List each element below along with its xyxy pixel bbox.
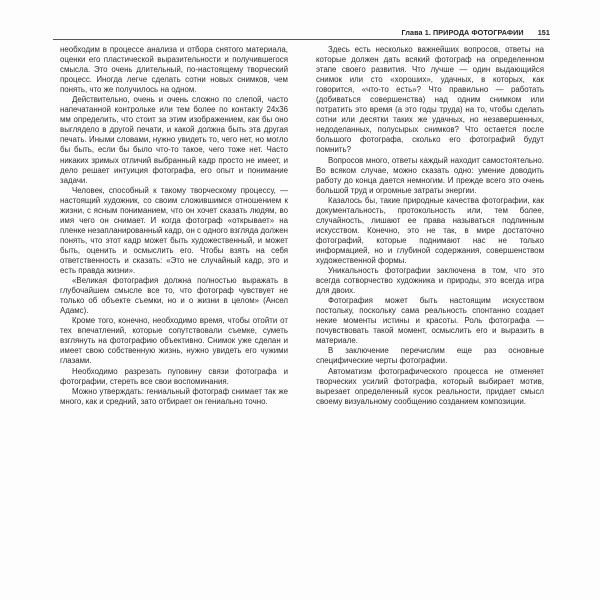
paragraph: Казалось бы, такие природные качества фотографии, как документальность, протокольность или, тем более, случайность, лишают ее права называться подлинным искусством. Конечно, это не так, в мире достаточно фотографий, которые поднимают нас не только информацией, но и глубиной содержания, совершенством художественной формы. <box>316 195 544 265</box>
running-header <box>350 28 550 37</box>
quote-paragraph: «Великая фотография должна полностью выражать в глубочайшем смысле все то, что фотограф чувствует не только об объекте съемки, но и о жизни в целом» (Ансел Адамс). <box>60 276 288 316</box>
paragraph: Действительно, очень и очень сложно по слепой, часто напечатанной контрольке или тем более по контакту 24х36 мм определить, что стоит за этим изображением, как бы оно выглядело в другой печати, и какой должна быть эта другая печать. Иными словами, нужно увидеть то, чего нет, но могло бы быть, если бы было что-то такое, чего тоже нет. Часто никаких зримых отличий выбранный кадр просто не имеет, и дело решает интуиция фотографа, его опыт и понимание задачи. <box>60 95 288 185</box>
paragraph: Уникальность фотографии заключена в том, что это всегда сотворчество художника и природы, это всегда игра для двоих. <box>316 266 544 296</box>
paragraph: Можно утверждать: гениальный фотограф снимает так же много, как и средний, зато отбирает он гениально точно. <box>60 386 288 406</box>
paragraph: Фотография может быть настоящим искусством постольку, поскольку сама реальность спонтанно создает некие моменты истины и красоты. Роль фотографа — почувствовать такой момент, осмыслить его и выразить в материале. <box>316 296 544 346</box>
page-number: 151 <box>537 28 550 37</box>
paragraph: Вопросов много, ответы каждый находит самостоятельно. Во всяком случае, можно сказать одно: умение доводить работу до конца дается немногим. И прежде всего это очень большой труд и огромные затраты энергии. <box>316 155 544 195</box>
right-column <box>316 45 544 407</box>
paragraph: Автоматизм фотографического процесса не отменяет творческих усилий фотографа, который выбирает мотив, вырезает определенный кусок реальности, придает смысл своему визуальному сообщению созданием композиции. <box>316 366 544 406</box>
paragraph: В заключение перечислим еще раз основные специфические черты фотографии. <box>316 346 544 366</box>
paragraph: Кроме того, конечно, необходимо время, чтобы отойти от тех впечатлений, которые сопутствовали съемке, суметь взглянуть на фотографию объективно. Снимок уже сделан и имеет свою собственную жизнь, нужно увидеть его чужими глазами. <box>60 316 288 366</box>
paragraph: необходим в процессе анализа и отбора снятого материала, оценки его пластической выразительности и получившегося смысла. Это очень длительный, по-настоящему творческий процесс. Иногда легче сделать сотни новых снимков, чем понять, что же получилось на одном. <box>60 45 288 95</box>
paragraph: Здесь есть несколько важнейших вопросов, ответы на которые должен дать всякий фотограф на определенном этапе своего развития. Что лучше — один выдающийся снимок или сто «хороших», удачных, в которых, как говорится, «что-то есть»? Что правильно — работать (добиваться совершенства) над одним снимком или потратить это время (а это годы труда) на то, чтобы сделать сотни или десятки таких же удачных, но незавершенных, недоделанных, полусырых снимков? Что остается после большого фотографа, сколько его фотографий будут помнить? <box>316 45 544 155</box>
paragraph: Необходимо разрезать пуповину связи фотографа и фотографии, стереть все свои воспоминания. <box>60 366 288 386</box>
chapter-title: Глава 1. ПРИРОДА ФОТОГРАФИИ <box>401 28 524 37</box>
paragraph: Человек, способный к такому творческому процессу, — настоящий художник, со своим сложившимся отношением к жизни, с ясным пониманием, что он хочет сказать людям, во имя чего он снимает. И когда фотограф «открывает» на пленке незапланированный кадр, он с одного взгляда должен понять, что этот кадр может быть художественный, и может быть, оценить и осмыслить его. Чтобы взять на себя ответственность и сказать: «Это не случайный кадр, это и есть правда жизни». <box>60 185 288 276</box>
header-rule <box>53 39 550 40</box>
left-column <box>60 45 288 407</box>
